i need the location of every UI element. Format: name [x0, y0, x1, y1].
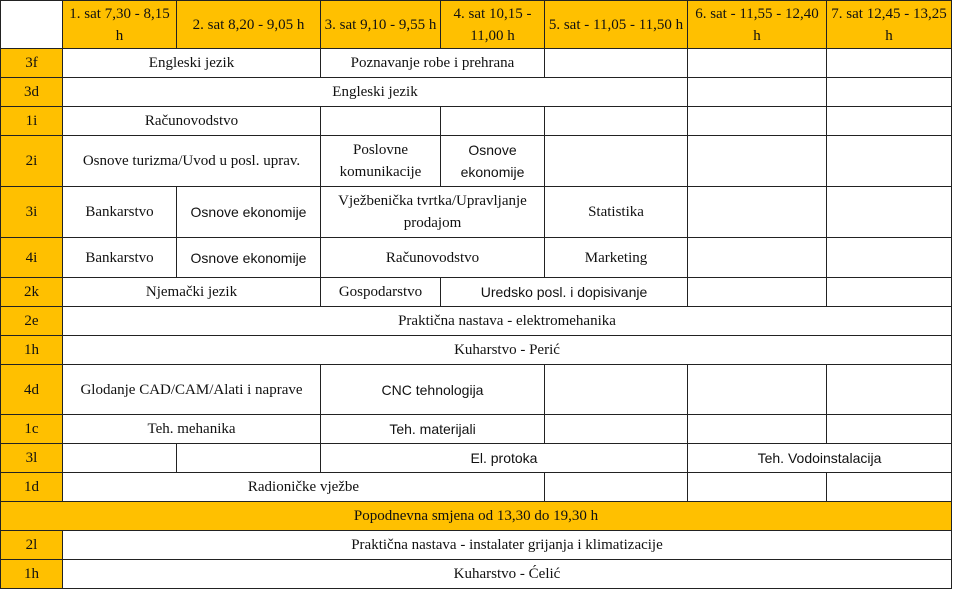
table-row	[1, 444, 952, 473]
subject-cell: Bankarstvo	[63, 187, 177, 238]
subject-cell: Poslovne komunikacije	[321, 136, 441, 187]
period-5-header: 5. sat - 11,05 - 11,50 h	[545, 1, 688, 49]
subject-cell: CNC tehnologija	[321, 365, 545, 415]
empty-cell	[688, 365, 827, 415]
empty-cell	[545, 365, 688, 415]
empty-cell	[545, 415, 688, 444]
class-label: 3l	[1, 444, 63, 473]
subject-cell: Bankarstvo	[63, 238, 177, 278]
table-row	[1, 365, 952, 415]
subject-cell: Osnove ekonomije	[177, 187, 321, 238]
empty-cell	[688, 136, 827, 187]
table-row	[1, 238, 952, 278]
subject-cell: Engleski jezik	[63, 78, 688, 107]
class-label: 4i	[1, 238, 63, 278]
subject-cell: Poznavanje robe i prehrana	[321, 49, 545, 78]
class-label: 2e	[1, 307, 63, 336]
table-row	[1, 560, 952, 589]
table-row	[1, 473, 952, 502]
corner-cell	[1, 1, 63, 49]
empty-cell	[827, 136, 952, 187]
subject-cell: Kuharstvo - Ćelić	[63, 560, 952, 589]
subject-cell: Računovodstvo	[63, 107, 321, 136]
period-2-header: 2. sat 8,20 - 9,05 h	[177, 1, 321, 49]
empty-cell	[688, 78, 827, 107]
subject-cell: Kuharstvo - Perić	[63, 336, 952, 365]
empty-cell	[827, 415, 952, 444]
empty-cell	[321, 107, 441, 136]
period-7-header: 7. sat 12,45 - 13,25 h	[827, 1, 952, 49]
empty-cell	[827, 238, 952, 278]
table-row	[1, 336, 952, 365]
empty-cell	[827, 49, 952, 78]
table-row	[1, 531, 952, 560]
subject-cell: Praktična nastava - elektromehanika	[63, 307, 952, 336]
empty-cell	[441, 107, 545, 136]
empty-cell	[688, 415, 827, 444]
class-label: 3d	[1, 78, 63, 107]
subject-cell: Osnove turizma/Uvod u posl. uprav.	[63, 136, 321, 187]
class-label: 1c	[1, 415, 63, 444]
empty-cell	[827, 473, 952, 502]
subject-cell: Engleski jezik	[63, 49, 321, 78]
subject-cell: Teh. mehanika	[63, 415, 321, 444]
subject-cell: Glodanje CAD/CAM/Alati i naprave	[63, 365, 321, 415]
empty-cell	[177, 444, 321, 473]
subject-cell: Njemački jezik	[63, 278, 321, 307]
empty-cell	[545, 49, 688, 78]
subject-cell: Teh. Vodoinstalacija	[688, 444, 952, 473]
table-row	[1, 278, 952, 307]
empty-cell	[827, 187, 952, 238]
subject-cell: Osnove ekonomije	[441, 136, 545, 187]
subject-cell: Teh. materijali	[321, 415, 545, 444]
table-row	[1, 415, 952, 444]
table-row	[1, 78, 952, 107]
subject-cell: Statistika	[545, 187, 688, 238]
table-row	[1, 136, 952, 187]
empty-cell	[827, 78, 952, 107]
table-row	[1, 107, 952, 136]
afternoon-shift-banner: Popodnevna smjena od 13,30 do 19,30 h	[1, 502, 952, 531]
empty-cell	[545, 136, 688, 187]
empty-cell	[827, 107, 952, 136]
subject-cell: Gospodarstvo	[321, 278, 441, 307]
subject-cell: Vježbenička tvrtka/Upravljanje prodajom	[321, 187, 545, 238]
table-row	[1, 49, 952, 78]
subject-cell: Praktična nastava - instalater grijanja i klimatizacije	[63, 531, 952, 560]
empty-cell	[688, 49, 827, 78]
class-label: 3i	[1, 187, 63, 238]
table-row	[1, 187, 952, 238]
empty-cell	[827, 278, 952, 307]
class-label: 2k	[1, 278, 63, 307]
empty-cell	[827, 365, 952, 415]
subject-cell: Uredsko posl. i dopisivanje	[441, 278, 688, 307]
period-3-header: 3. sat 9,10 - 9,55 h	[321, 1, 441, 49]
empty-cell	[688, 238, 827, 278]
class-label: 4d	[1, 365, 63, 415]
class-label: 1h	[1, 336, 63, 365]
empty-cell	[688, 473, 827, 502]
header-row	[1, 1, 952, 49]
class-label: 1i	[1, 107, 63, 136]
class-label: 1h	[1, 560, 63, 589]
class-label: 1d	[1, 473, 63, 502]
subject-cell: El. protoka	[321, 444, 688, 473]
table-row	[1, 307, 952, 336]
period-6-header: 6. sat - 11,55 - 12,40 h	[688, 1, 827, 49]
afternoon-shift-row	[1, 502, 952, 531]
period-4-header: 4. sat 10,15 - 11,00 h	[441, 1, 545, 49]
subject-cell: Marketing	[545, 238, 688, 278]
class-label: 2i	[1, 136, 63, 187]
empty-cell	[63, 444, 177, 473]
empty-cell	[545, 107, 688, 136]
empty-cell	[688, 278, 827, 307]
subject-cell: Osnove ekonomije	[177, 238, 321, 278]
empty-cell	[688, 107, 827, 136]
period-1-header: 1. sat 7,30 - 8,15 h	[63, 1, 177, 49]
subject-cell: Računovodstvo	[321, 238, 545, 278]
subject-cell: Radioničke vježbe	[63, 473, 545, 502]
empty-cell	[688, 187, 827, 238]
class-label: 3f	[1, 49, 63, 78]
class-label: 2l	[1, 531, 63, 560]
empty-cell	[545, 473, 688, 502]
